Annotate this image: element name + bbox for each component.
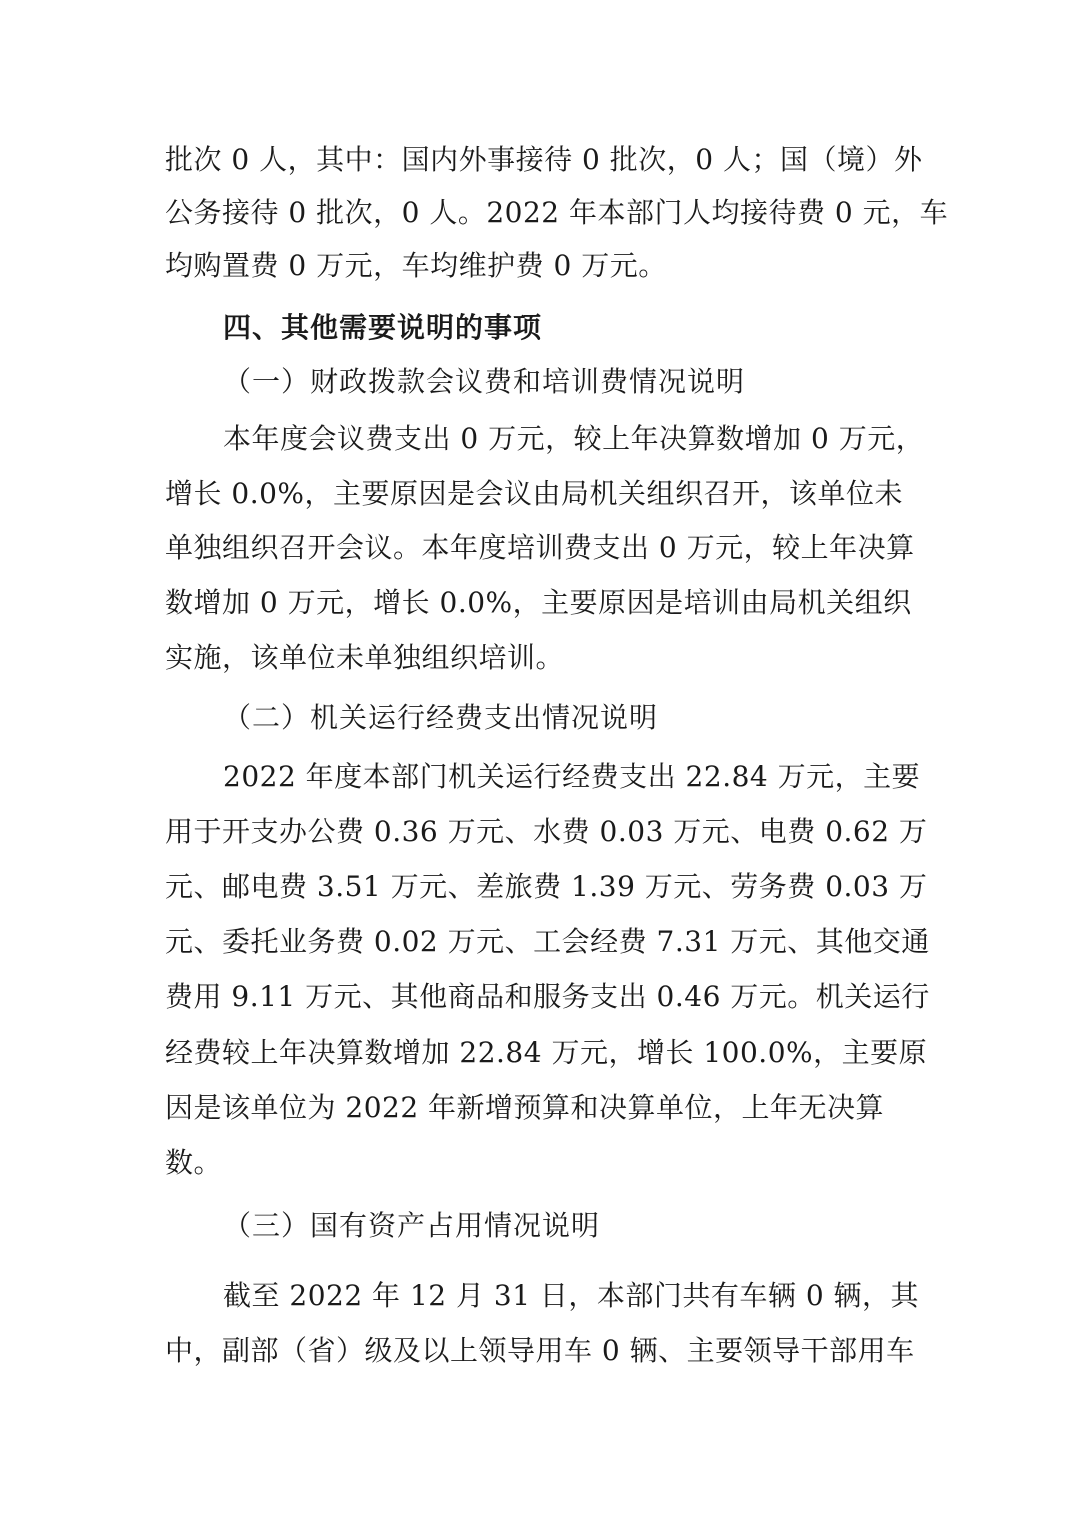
paragraph-line: 截至 2022 年 12 月 31 日，本部门共有车辆 0 辆，其 — [223, 1279, 920, 1312]
paragraph-line: 数增加 0 万元，增长 0.0%，主要原因是培训由局机关组织 — [165, 586, 912, 619]
paragraph-line: 均购置费 0 万元，车均维护费 0 万元。 — [165, 249, 667, 282]
paragraph-line: 批次 0 人，其中：国内外事接待 0 批次，0 人；国（境）外 — [165, 143, 923, 176]
paragraph-line: 用于开支办公费 0.36 万元、水费 0.03 万元、电费 0.62 万 — [165, 815, 928, 848]
paragraph-line: 2022 年度本部门机关运行经费支出 22.84 万元，主要 — [223, 760, 921, 793]
paragraph-line: 实施，该单位未单独组织培训。 — [165, 641, 565, 674]
section-heading: 四、其他需要说明的事项 — [223, 311, 543, 344]
paragraph-line: 因是该单位为 2022 年新增预算和决算单位，上年无决算 — [165, 1091, 885, 1124]
paragraph-line: 元、委托业务费 0.02 万元、工会经费 7.31 万元、其他交通 — [165, 925, 930, 958]
paragraph-line: 增长 0.0%，主要原因是会议由局机关组织召开，该单位未 — [165, 477, 904, 510]
subsection-heading: （一）财政拨款会议费和培训费情况说明 — [223, 365, 746, 398]
paragraph-line: 单独组织召开会议。本年度培训费支出 0 万元，较上年决算 — [165, 531, 915, 564]
subsection-heading: （二）机关运行经费支出情况说明 — [223, 701, 659, 734]
paragraph-line: 元、邮电费 3.51 万元、差旅费 1.39 万元、劳务费 0.03 万 — [165, 870, 928, 903]
paragraph-line: 本年度会议费支出 0 万元，较上年决算数增加 0 万元， — [223, 422, 925, 455]
subsection-heading: （三）国有资产占用情况说明 — [223, 1209, 601, 1242]
paragraph-line: 公务接待 0 批次，0 人。2022 年本部门人均接待费 0 元，车 — [165, 196, 949, 229]
paragraph-line: 中，副部（省）级及以上领导用车 0 辆、主要领导干部用车 — [165, 1334, 915, 1367]
paragraph-line: 经费较上年决算数增加 22.84 万元，增长 100.0%，主要原 — [165, 1036, 928, 1069]
paragraph-line: 数。 — [165, 1146, 223, 1179]
paragraph-line: 费用 9.11 万元、其他商品和服务支出 0.46 万元。机关运行 — [165, 980, 930, 1013]
